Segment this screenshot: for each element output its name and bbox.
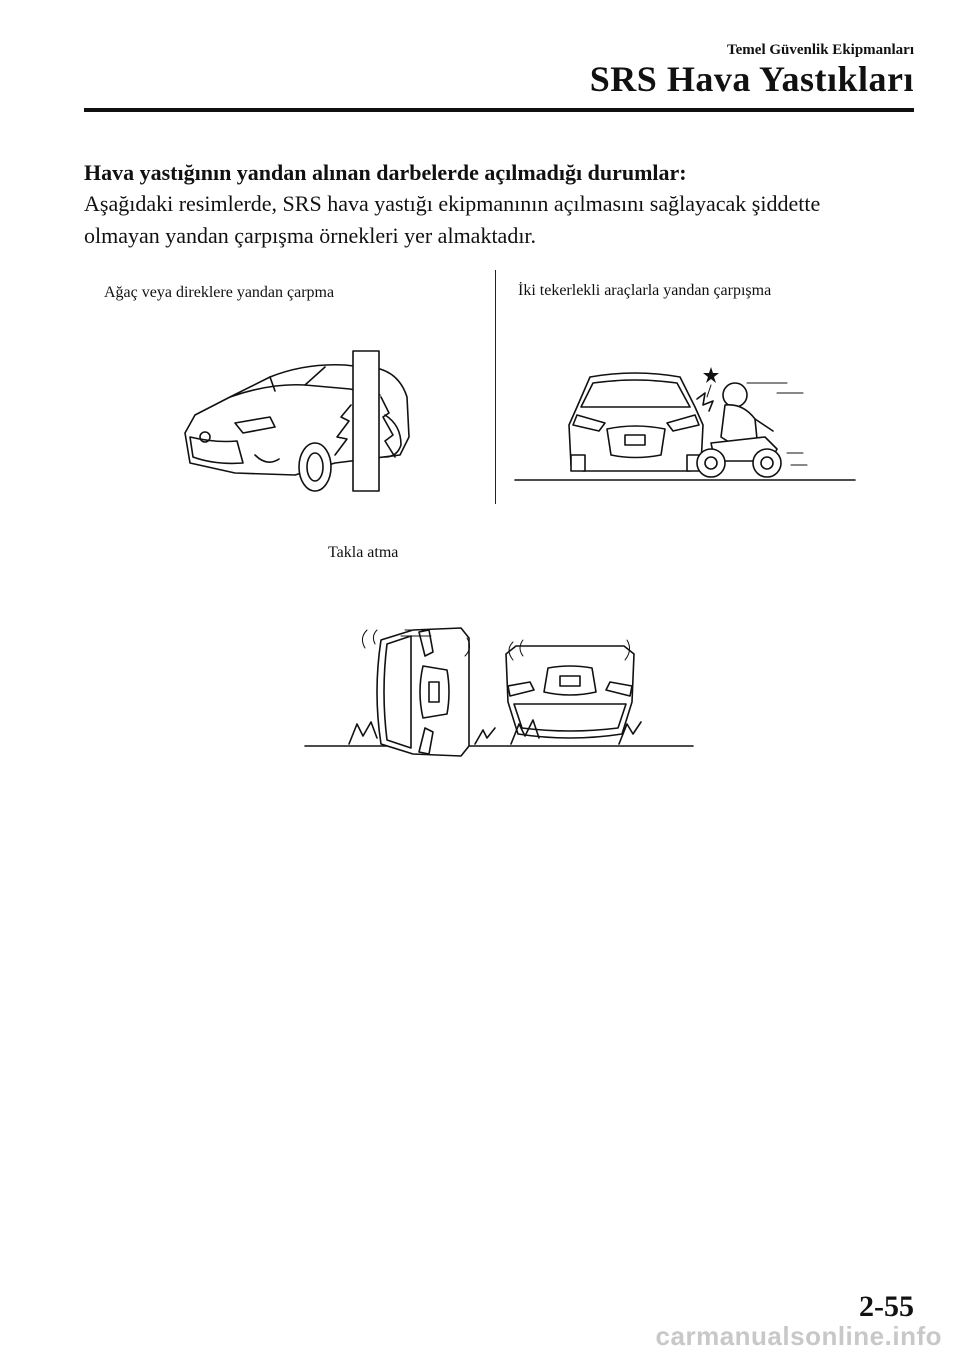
section-body: Aşağıdaki resimlerde, SRS hava yastığı ekipmanının açılmasını sağlayacak şiddette olmayan yandan çarpışma örnekleri yer almaktadır.	[84, 191, 821, 248]
page-title: SRS Hava Yastıkları	[589, 59, 914, 99]
chapter-subtitle: Temel Güvenlik Ekipmanları	[727, 42, 914, 58]
header-divider	[84, 108, 914, 112]
rollover-illustration	[305, 620, 695, 755]
rollover-figure-caption: Takla atma	[328, 544, 399, 561]
motorcycle-collision-illustration	[515, 365, 860, 490]
watermark: carmanualsonline.info	[655, 1321, 942, 1351]
pole-collision-illustration	[175, 345, 425, 495]
pole-figure-caption: Ağaç veya direklere yandan çarpma	[104, 284, 335, 301]
section-heading: Hava yastığının yandan alınan darbelerde açılmadığı durumlar:	[84, 160, 687, 185]
motorcycle-figure-caption: İki tekerlekli araçlarla yandan çarpışma	[518, 282, 772, 299]
page-number: 2-55	[859, 1290, 914, 1323]
figure-divider	[495, 270, 496, 504]
